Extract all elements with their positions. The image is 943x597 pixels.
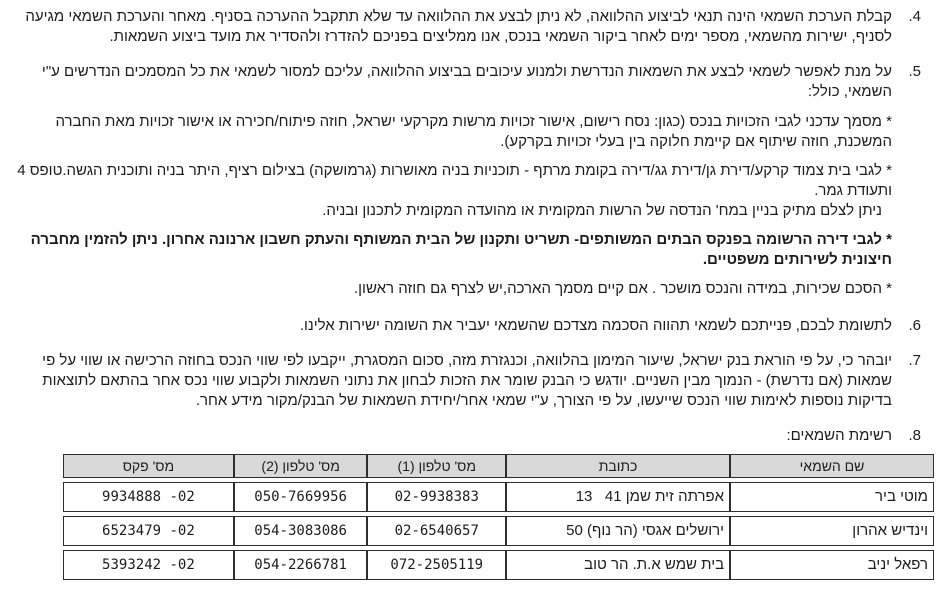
appraiser-name: וינדיש אהרון (730, 516, 934, 546)
appraisers-table (63, 450, 934, 584)
list-number-4: 4. (908, 8, 921, 25)
appraiser-fax: 02- 5393242 (63, 550, 234, 580)
appraiser-fax: 02- 9934888 (63, 482, 234, 512)
header-row (63, 454, 934, 478)
appraiser-phone-1: 02-6540657 (367, 516, 506, 546)
list-number-6: 6. (908, 317, 921, 334)
item-5-text: על מנת לאפשר לשמאי לבצע את השמאות הנדרשת ולמנוע עיכובים בביצוע ההלוואה, עליכם למסור לשמאי את כל המסמכים הנדרשים ע"י השמאי, כולל: (41, 63, 892, 100)
appraiser-phone-1: 02-9938383 (367, 482, 506, 512)
appraiser-phone-2: 054-3083086 (234, 516, 368, 546)
list-item-7 (8, 351, 921, 411)
list-number-5: 5. (908, 63, 921, 80)
list-number-8: 8. (908, 427, 921, 444)
bullet-rental-agreement: * הסכם שכירות, במידה והנכס מושכר . אם קיים מסמך הארכה,יש לצרף גם חוזה ראשון. (353, 280, 892, 297)
list-item-6 (8, 316, 921, 336)
column-header-address: כתובת (506, 454, 730, 478)
appraiser-address: ירושלים אגסי (הר נוף) 50 (506, 516, 730, 546)
appraiser-phone-1: 072-2505119 (367, 550, 506, 580)
column-header-appraiser-name: שם השמאי (730, 454, 934, 478)
list-number-7: 7. (908, 352, 921, 369)
list-item-8 (8, 426, 921, 446)
item-6-text: לתשומת לבכם, פנייתכם לשמאי תהווה הסכמה מצדכם שהשמאי יעביר את השומה ישירות אלינו. (299, 317, 892, 334)
table-row (63, 550, 934, 580)
appraiser-address: בית שמש א.ת. הר טוב (506, 550, 730, 580)
list-item-4 (8, 7, 921, 47)
bullet-rights-document: * מסמך עדכני לגבי הזכויות בנכס (כגון: נסח רישום, אישור זכויות מרשות מקרקעי ישראל, חוזה פיתוח/חכירה או אישור זכויות מאת החברה המשכנת, חוזה שיתוף אם קיימת חלוקה בין בעלי זכויות בקרקע). (55, 113, 892, 150)
item-4-text: קבלת הערכת השמאי הינה תנאי לביצוע ההלוואה, לא ניתן לבצע את ההלוואה עד שלא תתקבל ההערכה בסניף. מאחר והערכת השמאי מגיעה לסניף, ישירות מהשמאי, מספר ימים לאחר ביקור השמאי בנכס, אנו ממליצים בפניכם להזדרז ולהסדיר את מועד ביצוע השמאות. (25, 8, 892, 45)
column-header-fax: מס' פקס (63, 454, 234, 478)
appraiser-name: מוטי ביר (730, 482, 934, 512)
appraiser-address: אפרתה זית שמן 41 13 (506, 482, 730, 512)
bullet-building-plans-note: ניתן לצלם מתיק בניין במח' הנדסה של הרשות המקומית או מהועדה המקומית לתכנון ובניה. (322, 202, 882, 219)
table-row (63, 516, 934, 546)
column-header-phone-1: מס' טלפון (1) (367, 454, 506, 478)
bullet-building-plans: * לגבי בית צמוד קרקע/דירת גן/דירת גג/דירה בקומת מרתף - תוכניות בניה מאושרות (גרמושקה) בצילום רציף, היתר בניה ותוכנית הגשה.טופס 4 ותעודת גמר. (17, 162, 892, 199)
appraiser-phone-2: 050-7669956 (234, 482, 368, 512)
appraiser-name: רפאל יניב (730, 550, 934, 580)
table-row (63, 482, 934, 512)
bullet-condominium-registry: * לגבי דירה הרשומה בפנקס הבתים המשותפים- תשריט ותקנון של הבית המשותף והעתק חשבון ארנונה אחרון. ניתן להזמין מחברה חיצונית לשירותים משפטיים. (30, 231, 892, 268)
appraiser-fax: 02- 6523479 (63, 516, 234, 546)
documents-bullet-list (8, 112, 921, 299)
appraiser-phone-2: 054-2266781 (234, 550, 368, 580)
item-8-title: רשימת השמאים: (786, 427, 892, 444)
appraisers-table-header (63, 454, 934, 478)
item-7-text: יובהר כי, על פי הוראת בנק ישראל, שיעור המימון בהלוואה, וכנגזרת מזה, סכום המסגרת, ייקבעו לפי שווי הנכס בחוזה הרכישה או שווי על פי שמאות (אם נדרשת) - הנמוך מבין השניים. יודגש כי הבנק שומר את הזכות לבחון את נתוני השמאות ולקבוע שווי נכס אחר בהתאם לתוצאות בדיקות נוספות לאימות שווי הנכס שייעשו, על פי הצורך, ע"י שמאי אחר/יחידת השמאות של הבנק/מקור מידע אחר. (42, 352, 892, 409)
list-item-5 (8, 62, 921, 102)
column-header-phone-2: מס' טלפון (2) (234, 454, 368, 478)
